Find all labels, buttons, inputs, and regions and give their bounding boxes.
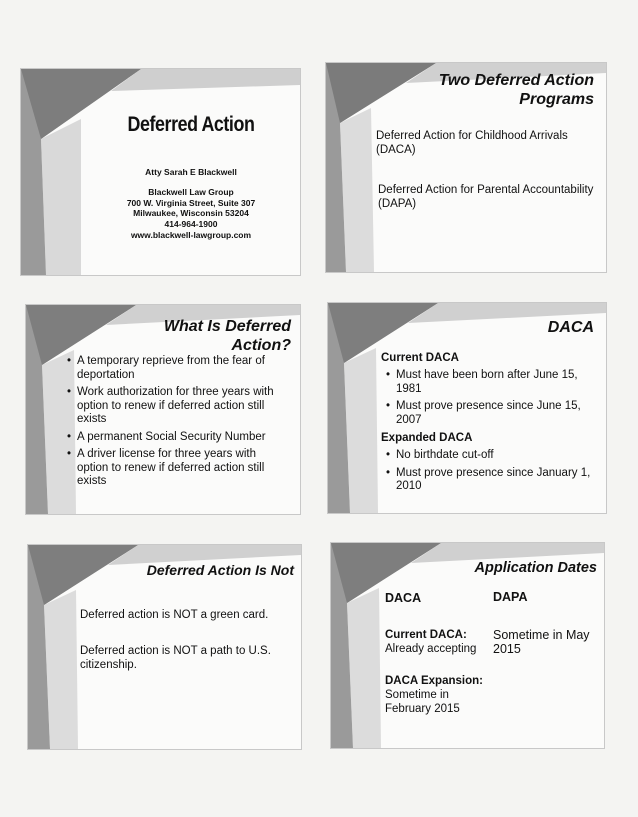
not-citizenship-path: Deferred action is NOT a path to U.S. citizenship. [80,645,271,671]
current-daca-section [381,351,596,498]
slide-title: Deferred Action [127,113,255,136]
slide-6 [330,542,605,749]
slide-2 [325,62,607,273]
current-daca-list [385,369,596,427]
contact-block [101,167,281,241]
slide-title: What Is Deferred Action? [163,318,291,354]
slide-title: Two Deferred Action Programs [438,72,594,108]
website-link[interactable]: www.blackwell-lawgroup.com [130,229,252,240]
daca-expansion-label: DACA Expansion: [385,675,483,687]
expanded-daca-heading: Expanded DACA [381,432,473,444]
slide-title: Application Dates [474,560,597,576]
city-state-zip: Milwaukee, Wisconsin 53204 [133,208,249,219]
list-item: • Must have been born after June 15, 1981 [385,369,596,396]
daca-expansion-value: Sometime in February 2015 [385,689,460,715]
current-daca-value: Already accepting [385,643,477,655]
slide-title: DACA [547,319,594,336]
bullet-list [66,355,288,493]
expanded-daca-list [385,449,596,494]
dapa-program: Deferred Action for Parental Accountability (DAPA) [378,184,594,210]
slide-5 [27,544,302,750]
daca-expansion-block [385,674,485,716]
dapa-column-header: DAPA [493,590,528,604]
current-daca-heading: Current DACA [381,352,459,364]
list-item: • Must prove presence since June 15, 2007 [385,400,596,427]
daca-program: Deferred Action for Childhood Arrivals (DACA) [376,130,568,156]
list-item: • A temporary reprieve from the fear of deportation [66,355,288,382]
phone-number: 414-964-1900 [164,219,218,230]
list-item: • Work authorization for three years with option to renew if deferred action still exists [66,386,288,427]
street-address: 700 W. Virginia Street, Suite 307 [126,197,256,208]
slide-1 [20,68,301,276]
current-daca-label: Current DACA: [385,629,467,641]
slide-title: Deferred Action Is Not [146,562,294,578]
current-daca-block [385,628,485,656]
firm-name: Blackwell Law Group [148,186,234,197]
attorney-name: Atty Sarah E Blackwell [145,167,237,177]
list-item: • Must prove presence since January 1, 2010 [385,467,596,494]
daca-column-header: DACA [385,591,422,605]
dapa-date: Sometime in May 2015 [493,628,590,656]
slide-4 [327,302,607,514]
list-item: • No birthdate cut-off [385,449,596,463]
slide-3 [25,304,301,515]
not-green-card: Deferred action is NOT a green card. [80,609,269,621]
list-item: • A permanent Social Security Number [66,431,288,445]
list-item: • A driver license for three years with option to renew if deferred action still exists [66,448,288,489]
